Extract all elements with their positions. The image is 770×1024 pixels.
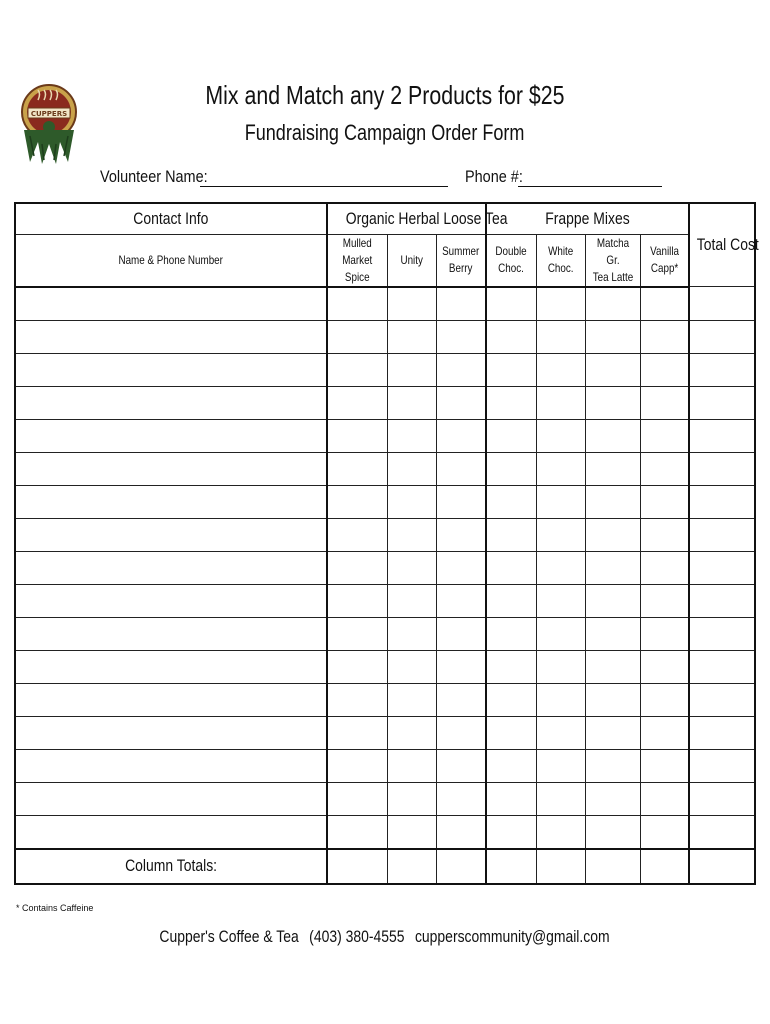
qty-cell-double-choc[interactable]	[486, 815, 536, 849]
qty-cell-vanilla-capp[interactable]	[640, 650, 689, 683]
qty-cell-matcha-green-tea-latte[interactable]	[585, 683, 640, 716]
group-frappe-mixes: Frappe Mixes	[486, 203, 689, 234]
qty-cell-white-choc[interactable]	[536, 287, 585, 321]
order-row	[15, 419, 755, 452]
order-row	[15, 353, 755, 386]
volunteer-phone-blank[interactable]	[518, 186, 662, 187]
total-cost-cell[interactable]	[689, 452, 755, 485]
qty-cell-summer-berry[interactable]	[436, 452, 486, 485]
qty-cell-white-choc[interactable]	[536, 419, 585, 452]
qty-cell-double-choc[interactable]	[486, 617, 536, 650]
qty-cell-mulled-market-spice[interactable]	[327, 650, 387, 683]
order-row	[15, 386, 755, 419]
qty-cell-mulled-market-spice[interactable]	[327, 617, 387, 650]
qty-cell-summer-berry[interactable]	[436, 617, 486, 650]
volunteer-name-blank[interactable]	[200, 186, 448, 187]
qty-cell-white-choc[interactable]	[536, 518, 585, 551]
caffeine-footnote: * Contains Caffeine	[16, 903, 94, 913]
footer-company: Cupper's Coffee & Tea	[159, 927, 300, 946]
order-row	[15, 749, 755, 782]
qty-cell-unity[interactable]	[387, 617, 436, 650]
footer-contact	[0, 925, 770, 949]
qty-cell-mulled-market-spice[interactable]	[327, 716, 387, 749]
qty-cell-vanilla-capp[interactable]	[640, 584, 689, 617]
name-phone-cell[interactable]	[15, 617, 327, 650]
qty-cell-summer-berry[interactable]	[436, 650, 486, 683]
qty-cell-matcha-green-tea-latte[interactable]	[585, 650, 640, 683]
product-summer-berry: Summer Berry	[436, 234, 486, 287]
qty-cell-vanilla-capp[interactable]	[640, 749, 689, 782]
qty-cell-white-choc[interactable]	[536, 650, 585, 683]
volunteer-name-label: Volunteer Name:	[100, 167, 208, 186]
qty-cell-unity[interactable]	[387, 683, 436, 716]
qty-cell-vanilla-capp[interactable]	[640, 551, 689, 584]
qty-cell-vanilla-capp[interactable]	[640, 419, 689, 452]
qty-cell-vanilla-capp[interactable]	[640, 617, 689, 650]
page-title-text: Mix and Match any 2 Products for $25	[205, 80, 565, 110]
qty-cell-mulled-market-spice[interactable]	[327, 386, 387, 419]
qty-cell-unity[interactable]	[387, 815, 436, 849]
total-cost-cell[interactable]	[689, 287, 755, 321]
qty-cell-double-choc[interactable]	[486, 353, 536, 386]
name-phone-cell[interactable]	[15, 749, 327, 782]
qty-cell-mulled-market-spice[interactable]	[327, 485, 387, 518]
qty-cell-vanilla-capp[interactable]	[640, 815, 689, 849]
qty-cell-vanilla-capp[interactable]	[640, 782, 689, 815]
qty-cell-vanilla-capp[interactable]	[640, 716, 689, 749]
qty-cell-unity[interactable]	[387, 320, 436, 353]
qty-cell-unity[interactable]	[387, 452, 436, 485]
qty-cell-unity[interactable]	[387, 749, 436, 782]
qty-cell-mulled-market-spice[interactable]	[327, 749, 387, 782]
order-row	[15, 650, 755, 683]
name-phone-cell[interactable]	[15, 353, 327, 386]
qty-cell-summer-berry[interactable]	[436, 353, 486, 386]
qty-cell-double-choc[interactable]	[486, 716, 536, 749]
qty-cell-summer-berry[interactable]	[436, 683, 486, 716]
qty-cell-summer-berry[interactable]	[436, 815, 486, 849]
qty-cell-matcha-green-tea-latte[interactable]	[585, 485, 640, 518]
total-cost-header: Total Cost	[689, 203, 755, 287]
qty-cell-unity[interactable]	[387, 650, 436, 683]
product-unity: Unity	[387, 234, 436, 287]
total-matcha-green-tea-latte[interactable]	[585, 849, 640, 884]
qty-cell-double-choc[interactable]	[486, 287, 536, 321]
qty-cell-unity[interactable]	[387, 782, 436, 815]
qty-cell-matcha-green-tea-latte[interactable]	[585, 551, 640, 584]
qty-cell-white-choc[interactable]	[536, 815, 585, 849]
name-phone-cell[interactable]	[15, 452, 327, 485]
total-cost-cell[interactable]	[689, 485, 755, 518]
order-row	[15, 287, 755, 321]
qty-cell-double-choc[interactable]	[486, 551, 536, 584]
qty-cell-mulled-market-spice[interactable]	[327, 551, 387, 584]
logo-text: CUPPERS	[30, 110, 68, 118]
total-cost-cell[interactable]	[689, 815, 755, 849]
name-phone-cell[interactable]	[15, 485, 327, 518]
order-row	[15, 683, 755, 716]
qty-cell-white-choc[interactable]	[536, 716, 585, 749]
total-cost-cell[interactable]	[689, 320, 755, 353]
qty-cell-unity[interactable]	[387, 287, 436, 321]
qty-cell-matcha-green-tea-latte[interactable]	[585, 287, 640, 321]
qty-cell-vanilla-capp[interactable]	[640, 683, 689, 716]
qty-cell-mulled-market-spice[interactable]	[327, 815, 387, 849]
order-row	[15, 485, 755, 518]
order-row	[15, 584, 755, 617]
name-phone-cell[interactable]	[15, 518, 327, 551]
name-phone-cell[interactable]	[15, 584, 327, 617]
qty-cell-vanilla-capp[interactable]	[640, 320, 689, 353]
qty-cell-matcha-green-tea-latte[interactable]	[585, 782, 640, 815]
name-phone-header: Name & Phone Number	[15, 234, 327, 287]
total-cost-cell[interactable]	[689, 782, 755, 815]
order-table	[14, 202, 759, 885]
product-white-choc: White Choc.	[536, 234, 585, 287]
qty-cell-matcha-green-tea-latte[interactable]	[585, 716, 640, 749]
qty-cell-double-choc[interactable]	[486, 518, 536, 551]
qty-cell-vanilla-capp[interactable]	[640, 518, 689, 551]
qty-cell-white-choc[interactable]	[536, 353, 585, 386]
qty-cell-mulled-market-spice[interactable]	[327, 452, 387, 485]
page-subtitle	[0, 118, 770, 148]
total-cost-cell[interactable]	[689, 749, 755, 782]
qty-cell-summer-berry[interactable]	[436, 287, 486, 321]
qty-cell-summer-berry[interactable]	[436, 551, 486, 584]
name-phone-cell[interactable]	[15, 815, 327, 849]
qty-cell-white-choc[interactable]	[536, 749, 585, 782]
qty-cell-vanilla-capp[interactable]	[640, 386, 689, 419]
qty-cell-mulled-market-spice[interactable]	[327, 353, 387, 386]
qty-cell-mulled-market-spice[interactable]	[327, 419, 387, 452]
order-row	[15, 782, 755, 815]
qty-cell-white-choc[interactable]	[536, 386, 585, 419]
qty-cell-double-choc[interactable]	[486, 419, 536, 452]
total-cost-cell[interactable]	[689, 518, 755, 551]
qty-cell-matcha-green-tea-latte[interactable]	[585, 386, 640, 419]
page-title	[0, 78, 770, 112]
qty-cell-double-choc[interactable]	[486, 782, 536, 815]
order-row	[15, 617, 755, 650]
qty-cell-vanilla-capp[interactable]	[640, 485, 689, 518]
name-phone-cell[interactable]	[15, 782, 327, 815]
qty-cell-double-choc[interactable]	[486, 452, 536, 485]
qty-cell-double-choc[interactable]	[486, 485, 536, 518]
qty-cell-summer-berry[interactable]	[436, 485, 486, 518]
qty-cell-white-choc[interactable]	[536, 617, 585, 650]
qty-cell-summer-berry[interactable]	[436, 419, 486, 452]
qty-cell-vanilla-capp[interactable]	[640, 287, 689, 321]
qty-cell-summer-berry[interactable]	[436, 386, 486, 419]
qty-cell-mulled-market-spice[interactable]	[327, 584, 387, 617]
product-matcha-green-tea-latte: Matcha Gr. Tea Latte	[585, 234, 640, 287]
qty-cell-white-choc[interactable]	[536, 452, 585, 485]
total-cost-cell[interactable]	[689, 353, 755, 386]
total-cost-cell[interactable]	[689, 617, 755, 650]
page-subtitle-text: Fundraising Campaign Order Form	[245, 120, 525, 145]
footer-phone: (403) 380-4555	[309, 927, 406, 946]
qty-cell-matcha-green-tea-latte[interactable]	[585, 419, 640, 452]
name-phone-cell[interactable]	[15, 320, 327, 353]
name-phone-cell[interactable]	[15, 419, 327, 452]
qty-cell-summer-berry[interactable]	[436, 518, 486, 551]
qty-cell-double-choc[interactable]	[486, 650, 536, 683]
column-totals-label: Column Totals:	[15, 849, 327, 884]
group-organic-herbal-tea: Organic Herbal Loose Tea	[327, 203, 486, 234]
name-phone-cell[interactable]	[15, 386, 327, 419]
order-rows	[15, 287, 755, 849]
order-row	[15, 815, 755, 849]
qty-cell-matcha-green-tea-latte[interactable]	[585, 617, 640, 650]
qty-cell-matcha-green-tea-latte[interactable]	[585, 518, 640, 551]
qty-cell-mulled-market-spice[interactable]	[327, 320, 387, 353]
qty-cell-white-choc[interactable]	[536, 782, 585, 815]
product-vanilla-capp: Vanilla Capp*	[640, 234, 689, 287]
total-cost-cell[interactable]	[689, 584, 755, 617]
qty-cell-matcha-green-tea-latte[interactable]	[585, 452, 640, 485]
order-row	[15, 551, 755, 584]
qty-cell-summer-berry[interactable]	[436, 749, 486, 782]
name-phone-cell[interactable]	[15, 287, 327, 321]
total-vanilla-capp[interactable]	[640, 849, 689, 884]
order-row	[15, 518, 755, 551]
name-phone-cell[interactable]	[15, 683, 327, 716]
qty-cell-white-choc[interactable]	[536, 485, 585, 518]
total-cost-cell[interactable]	[689, 683, 755, 716]
qty-cell-vanilla-capp[interactable]	[640, 353, 689, 386]
qty-cell-matcha-green-tea-latte[interactable]	[585, 353, 640, 386]
name-phone-cell[interactable]	[15, 551, 327, 584]
qty-cell-white-choc[interactable]	[536, 320, 585, 353]
qty-cell-summer-berry[interactable]	[436, 716, 486, 749]
qty-cell-unity[interactable]	[387, 716, 436, 749]
qty-cell-mulled-market-spice[interactable]	[327, 287, 387, 321]
order-row	[15, 452, 755, 485]
total-cost-cell[interactable]	[689, 650, 755, 683]
qty-cell-unity[interactable]	[387, 419, 436, 452]
qty-cell-unity[interactable]	[387, 353, 436, 386]
total-white-choc[interactable]	[536, 849, 585, 884]
qty-cell-mulled-market-spice[interactable]	[327, 518, 387, 551]
product-double-choc: Double Choc.	[486, 234, 536, 287]
qty-cell-double-choc[interactable]	[486, 683, 536, 716]
total-double-choc[interactable]	[486, 849, 536, 884]
qty-cell-summer-berry[interactable]	[436, 782, 486, 815]
qty-cell-double-choc[interactable]	[486, 749, 536, 782]
qty-cell-white-choc[interactable]	[536, 551, 585, 584]
order-row	[15, 320, 755, 353]
qty-cell-white-choc[interactable]	[536, 683, 585, 716]
footer-email[interactable]: cupperscommunity@gmail.com	[415, 927, 611, 946]
qty-cell-mulled-market-spice[interactable]	[327, 782, 387, 815]
total-summer-berry[interactable]	[436, 849, 486, 884]
qty-cell-double-choc[interactable]	[486, 584, 536, 617]
qty-cell-unity[interactable]	[387, 386, 436, 419]
qty-cell-summer-berry[interactable]	[436, 584, 486, 617]
name-phone-cell[interactable]	[15, 650, 327, 683]
qty-cell-unity[interactable]	[387, 551, 436, 584]
qty-cell-unity[interactable]	[387, 518, 436, 551]
total-cost-cell[interactable]	[689, 551, 755, 584]
total-cost-cell[interactable]	[689, 386, 755, 419]
total-cost-grand[interactable]	[689, 849, 755, 884]
qty-cell-unity[interactable]	[387, 485, 436, 518]
volunteer-phone-label: Phone #:	[465, 167, 523, 186]
qty-cell-matcha-green-tea-latte[interactable]	[585, 749, 640, 782]
qty-cell-white-choc[interactable]	[536, 584, 585, 617]
order-row	[15, 716, 755, 749]
total-cost-cell[interactable]	[689, 419, 755, 452]
qty-cell-vanilla-capp[interactable]	[640, 452, 689, 485]
qty-cell-double-choc[interactable]	[486, 386, 536, 419]
qty-cell-matcha-green-tea-latte[interactable]	[585, 320, 640, 353]
total-mulled-market-spice[interactable]	[327, 849, 387, 884]
total-unity[interactable]	[387, 849, 436, 884]
qty-cell-matcha-green-tea-latte[interactable]	[585, 584, 640, 617]
name-phone-cell[interactable]	[15, 716, 327, 749]
total-cost-cell[interactable]	[689, 716, 755, 749]
qty-cell-matcha-green-tea-latte[interactable]	[585, 815, 640, 849]
qty-cell-double-choc[interactable]	[486, 320, 536, 353]
group-contact-info: Contact Info	[15, 203, 327, 234]
qty-cell-mulled-market-spice[interactable]	[327, 683, 387, 716]
qty-cell-unity[interactable]	[387, 584, 436, 617]
product-mulled-market-spice: Mulled Market Spice	[327, 234, 387, 287]
qty-cell-summer-berry[interactable]	[436, 320, 486, 353]
